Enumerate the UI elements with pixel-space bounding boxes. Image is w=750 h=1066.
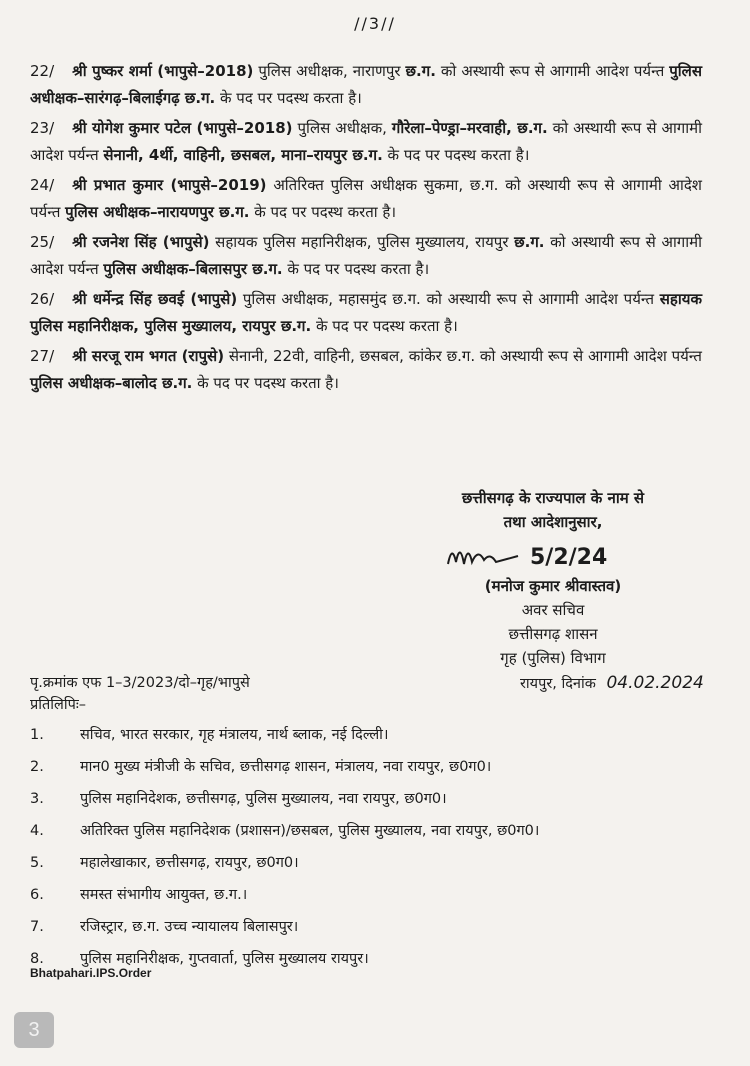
- order-emphasis: पुलिस अधीक्षक–नारायणपुर छ.ग.: [65, 202, 250, 221]
- order-emphasis: सहायक पुलिस महानिरीक्षक, पुलिस मुख्यालय, रायपुर छ.ग.: [30, 290, 703, 335]
- copy-recipient: महालेखाकार, छत्तीसगढ़, रायपुर, छ0ग0।: [80, 855, 299, 871]
- order-text: पुलिस अधीक्षक, नाराणपुर: [253, 62, 406, 80]
- copy-number: 2.: [30, 759, 44, 775]
- order-text: को अस्थायी रूप से आगामी आदेश पर्यन्त: [30, 119, 702, 164]
- signature-line-2: तथा आदेशानुसार,: [503, 513, 603, 531]
- order-paragraph: [30, 172, 702, 225]
- copy-item: [30, 914, 700, 940]
- copy-label: प्रतिलिपिः–: [30, 697, 87, 713]
- order-number: 26/: [30, 290, 55, 308]
- order-text: को अस्थायी रूप से आगामी आदेश पर्यन्त: [435, 62, 670, 80]
- copy-recipient: रजिस्ट्रार, छ.ग. उच्च न्यायालय बिलासपुर।: [80, 919, 299, 935]
- order-text: सेनानी, 22वी, वाहिनी, छसबल, कांकेर छ.ग. को अस्थायी रूप से आगामी आदेश पर्यन्त: [224, 347, 702, 365]
- reference-line: [30, 672, 750, 716]
- order-text: अतिरिक्त पुलिस अधीक्षक सुकमा, छ.ग. को अस्थायी रूप से आगामी आदेश पर्यन्त: [30, 176, 703, 221]
- copy-number: 5.: [30, 855, 44, 871]
- order-text: के पद पर पदस्थ करता है।: [382, 145, 530, 164]
- signatory-dept-1: छत्तीसगढ़ शासन: [508, 625, 598, 643]
- order-emphasis: श्री रजनेश सिंह (भापुसे): [72, 233, 210, 251]
- place-date-label: रायपुर, दिनांक: [520, 676, 596, 692]
- signatory-name: (मनोज कुमार श्रीवास्तव): [484, 577, 622, 595]
- reference-number: पृ.क्रमांक एफ 1–3/2023/दो–गृह/भापुसे: [30, 675, 250, 691]
- order-text: के पद पर पदस्थ करता है।: [282, 259, 430, 278]
- signatory-dept-2: गृह (पुलिस) विभाग: [500, 649, 606, 667]
- signatory-designation: अवर सचिव: [521, 601, 585, 619]
- copy-item: [30, 818, 700, 844]
- place-date: [520, 672, 704, 695]
- copy-number: 6.: [30, 887, 44, 903]
- order-emphasis: श्री सरजू राम भगत (रापुसे): [72, 347, 225, 365]
- order-text: के पद पर पदस्थ करता है।: [215, 88, 362, 107]
- order-emphasis: गौरेला–पेण्ड्रा–मरवाही, छ.ग.: [391, 119, 548, 137]
- order-text: के पद पर पदस्थ करता है।: [249, 202, 397, 221]
- order-emphasis: श्री पुष्कर शर्मा (भापुसे–2018): [72, 62, 254, 80]
- order-emphasis: सेनानी, 4र्थी, वाहिनी, छसबल, माना–रायपुर छ.ग.: [103, 145, 383, 164]
- order-number: 23/: [30, 119, 55, 137]
- copy-recipient: पुलिस महानिदेशक, छत्तीसगढ़, पुलिस मुख्यालय, नवा रायपुर, छ0ग0।: [80, 791, 447, 807]
- copy-number: 8.: [30, 951, 44, 967]
- order-number: 27/: [30, 347, 55, 365]
- handwritten-signature: [408, 534, 698, 574]
- order-text: पुलिस अधीक्षक,: [292, 119, 392, 137]
- copy-recipient: समस्त संभागीय आयुक्त, छ.ग.।: [80, 887, 248, 903]
- order-emphasis: श्री योगेश कुमार पटेल (भापुसे–2018): [72, 119, 293, 137]
- handwritten-date: 04.02.2024: [606, 673, 704, 693]
- order-emphasis: पुलिस अधीक्षक–सारंगढ़–बिलाईगढ़ छ.ग.: [30, 62, 702, 107]
- copy-number: 7.: [30, 919, 44, 935]
- copy-recipient: पुलिस महानिरीक्षक, गुप्तवार्ता, पुलिस मुख्यालय रायपुर।: [80, 951, 369, 967]
- order-number: 25/: [30, 233, 55, 251]
- order-text: पुलिस अधीक्षक, महासमुंद छ.ग. को अस्थायी रूप से आगामी आदेश पर्यन्त: [237, 290, 660, 308]
- order-emphasis: पुलिस अधीक्षक–बिलासपुर छ.ग.: [103, 259, 283, 278]
- orders-list: [30, 58, 702, 400]
- order-emphasis: छ.ग.: [514, 233, 545, 251]
- order-text: सहायक पुलिस महानिरीक्षक, पुलिस मुख्यालय, रायपुर: [209, 233, 515, 251]
- signature-block: [408, 486, 698, 670]
- copy-item: [30, 754, 700, 780]
- copy-recipient: सचिव, भारत सरकार, गृह मंत्रालय, नार्थ ब्लाक, नई दिल्ली।: [80, 727, 389, 743]
- order-number: 24/: [30, 176, 55, 194]
- copy-list: [30, 722, 700, 978]
- copy-item: [30, 850, 700, 876]
- order-emphasis: श्री प्रभात कुमार (भापुसे–2019): [72, 176, 267, 194]
- copy-item: [30, 786, 700, 812]
- order-paragraph: [30, 286, 702, 339]
- order-paragraph: [30, 229, 702, 282]
- order-text: के पद पर पदस्थ करता है।: [192, 373, 339, 392]
- order-number: 22/: [30, 62, 55, 80]
- order-paragraph: [30, 115, 702, 168]
- signature-line-1: छत्तीसगढ़ के राज्यपाल के नाम से: [461, 489, 645, 507]
- svg-text:5/2/24: 5/2/24: [530, 545, 608, 570]
- copy-item: [30, 722, 700, 748]
- order-text: को अस्थायी रूप से आगामी आदेश पर्यन्त: [30, 233, 702, 278]
- copy-item: [30, 882, 700, 908]
- copy-recipient: मान0 मुख्य मंत्रीजी के सचिव, छत्तीसगढ़ शासन, मंत्रालय, नवा रायपुर, छ0ग0।: [80, 759, 492, 775]
- copy-recipient: अतिरिक्त पुलिस महानिदेशक (प्रशासन)/छसबल, पुलिस मुख्यालय, नवा रायपुर, छ0ग0।: [80, 823, 540, 839]
- copy-number: 3.: [30, 791, 44, 807]
- order-paragraph: [30, 343, 702, 396]
- order-text: के पद पर पदस्थ करता है।: [311, 316, 458, 335]
- order-emphasis: श्री धर्मेन्द्र सिंह छवई (भापुसे): [72, 290, 238, 308]
- copy-number: 4.: [30, 823, 44, 839]
- footer-code: Bhatpahari.IPS.Order: [30, 966, 152, 980]
- order-paragraph: [30, 58, 702, 111]
- copy-number: 1.: [30, 727, 44, 743]
- order-emphasis: पुलिस अधीक्षक–बालोद छ.ग.: [30, 373, 193, 392]
- order-emphasis: छ.ग.: [405, 62, 436, 80]
- page-number-badge: 3: [14, 1012, 54, 1048]
- page-mark: //3//: [354, 14, 396, 33]
